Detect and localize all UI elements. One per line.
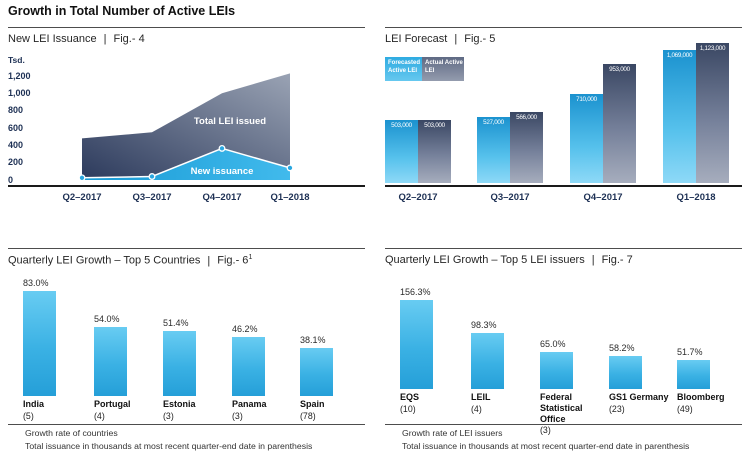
category-issuance-count: (4) xyxy=(471,403,482,414)
fig5-bar-value-label: 953,000 xyxy=(609,66,630,73)
panel-fig4 xyxy=(8,27,365,227)
fig4-x-tick-label: Q2–2017 xyxy=(62,192,102,203)
data-point-marker xyxy=(149,174,155,180)
category-issuance-count: (3) xyxy=(540,425,551,436)
fig6-fig-label: Fig.- 6 xyxy=(217,254,249,267)
fig5-bar-actual xyxy=(418,120,451,183)
fig7-value-label: 51.7% xyxy=(677,346,703,357)
divider-line xyxy=(8,424,365,425)
category-name: Federal Statistical Office xyxy=(540,392,583,424)
fig4-x-tick-label: Q4–2017 xyxy=(202,192,242,203)
fig7-value-label: 98.3% xyxy=(471,320,497,330)
category-issuance-count: (10) xyxy=(400,403,416,414)
fig5-bar-forecast xyxy=(570,94,603,183)
fig6-category xyxy=(23,399,93,421)
title-separator: | xyxy=(454,33,458,45)
fig6-bar-column xyxy=(23,278,56,396)
category-name: Spain xyxy=(300,399,325,409)
fig7-bar-column xyxy=(609,343,642,389)
category-issuance-count: (3) xyxy=(232,410,243,421)
divider-line xyxy=(8,27,365,28)
fig6-bar-column xyxy=(163,318,196,396)
fig7-category xyxy=(677,392,747,414)
category-name: India xyxy=(23,399,45,409)
fig7-bar-column xyxy=(540,339,573,389)
data-point-marker xyxy=(219,146,225,152)
fig7-title-text: Quarterly LEI Growth – Top 5 LEI issuers xyxy=(385,254,585,266)
panel-fig6 xyxy=(8,248,365,457)
page-title: Growth in Total Number of Active LEIs xyxy=(8,4,236,18)
category-name: Bloomberg xyxy=(677,392,725,402)
fig5-title-text: LEI Forecast xyxy=(385,33,448,45)
legend-forecasted-swatch: Forecasted Active LEI xyxy=(385,57,422,81)
fig6-bar xyxy=(232,337,265,396)
fig5-bar-forecast xyxy=(477,117,510,183)
fig6-footnote-1: Growth rate of countries xyxy=(25,428,118,438)
fig7-bar xyxy=(609,356,642,389)
fig5-x-tick-label: Q3–2017 xyxy=(490,192,530,203)
fig6-bar xyxy=(163,331,196,396)
title-separator: | xyxy=(103,33,107,45)
fig7-category xyxy=(609,392,679,414)
fig7-category xyxy=(400,392,470,414)
fig7-bar-column xyxy=(677,347,710,390)
divider-line xyxy=(385,27,742,28)
category-name: Panama xyxy=(232,399,267,409)
fig6-bar xyxy=(94,327,127,396)
fig6-bar-column xyxy=(232,324,265,396)
fig6-bar xyxy=(23,291,56,396)
fig5-bar-value-label: 503,000 xyxy=(424,122,445,129)
fig7-value-label: 156.3% xyxy=(400,286,431,297)
fig4-area-chart xyxy=(8,64,365,184)
fig5-bar-actual xyxy=(696,43,729,183)
legend-actual-swatch: Actual Active LEI xyxy=(422,57,464,81)
fig6-bar xyxy=(300,348,333,396)
fig6-footnote-2: Total issuance in thousands at most recent quarter-end date in parenthesis xyxy=(25,441,313,451)
category-issuance-count: (49) xyxy=(677,403,693,414)
fig7-bar-column xyxy=(400,287,433,389)
fig5-axis-line xyxy=(385,185,742,187)
fig4-title xyxy=(8,33,145,45)
panel-fig7 xyxy=(385,248,742,457)
fig4-axis-line xyxy=(8,185,365,187)
fig6-value-label: 46.2% xyxy=(232,324,258,335)
fig4-title-text: New LEI Issuance xyxy=(8,33,97,45)
fig7-value-label: 65.0% xyxy=(540,339,566,349)
fig5-bar-group xyxy=(385,120,451,183)
category-issuance-count: (4) xyxy=(94,410,105,421)
fig5-bar-value-label: 503,000 xyxy=(391,122,412,129)
fig4-fig-label: Fig.- 4 xyxy=(113,33,145,45)
fig7-footnote-1: Growth rate of LEI issuers xyxy=(402,428,503,438)
category-name: LEIL xyxy=(471,392,491,402)
fig6-bar-chart xyxy=(8,248,365,396)
fig5-bar-value-label: 1,123,000 xyxy=(699,45,726,52)
fig7-bar xyxy=(471,333,504,389)
fig5-bar-actual xyxy=(510,112,543,183)
fig4-y-tick-label: 1,200 xyxy=(8,70,31,81)
fig5-bar-group xyxy=(477,112,543,183)
fig7-footnote-2: Total issuance in thousands at most recent quarter-end date in parenthesis xyxy=(402,441,690,451)
fig4-y-tick-label: 1,000 xyxy=(8,87,31,98)
fig5-bar-value-label: 1,069,000 xyxy=(666,52,693,59)
category-issuance-count: (23) xyxy=(609,403,625,414)
fig5-bar-group xyxy=(663,43,729,183)
fig7-category xyxy=(540,392,610,435)
category-name: Portugal xyxy=(94,399,131,409)
panel-fig5 xyxy=(385,27,742,227)
fig6-value-label: 54.0% xyxy=(94,314,120,325)
category-issuance-count: (78) xyxy=(300,410,316,421)
fig6-value-label: 38.1% xyxy=(300,334,326,345)
fig7-fig-label: Fig.- 7 xyxy=(601,254,633,266)
fig5-bar-group xyxy=(570,64,636,183)
fig7-bar xyxy=(540,352,573,389)
fig4-y-tick-label: 800 xyxy=(8,105,24,116)
fig7-bar xyxy=(677,360,710,390)
fig5-x-tick-label: Q1–2018 xyxy=(676,192,716,203)
fig6-category xyxy=(300,399,370,421)
fig4-y-tick-label: 600 xyxy=(8,122,24,133)
fig5-bar-forecast xyxy=(663,50,696,183)
fig5-x-tick-label: Q2–2017 xyxy=(398,192,438,203)
category-issuance-count: (3) xyxy=(163,410,174,421)
data-point-marker xyxy=(287,165,293,171)
category-name: EQS xyxy=(400,392,420,402)
fig5-bar-chart xyxy=(385,43,742,183)
fig6-bar-column xyxy=(94,314,127,396)
category-issuance-count: (5) xyxy=(23,410,34,421)
title-separator: | xyxy=(591,254,595,266)
fig6-value-label: 83.0% xyxy=(23,277,49,288)
series-label-total: Total LEI issued xyxy=(193,116,267,127)
fig5-bar-value-label: 566,000 xyxy=(516,114,537,121)
fig4-y-tick-label: 0 xyxy=(8,174,14,185)
data-point-marker xyxy=(79,175,85,181)
title-separator: | xyxy=(207,254,211,267)
fig4-y-tick-label: 200 xyxy=(8,157,24,168)
fig6-category xyxy=(94,399,164,421)
fig7-value-label: 58.2% xyxy=(609,342,635,353)
fig6-value-label: 51.4% xyxy=(163,317,189,328)
fig5-bar-forecast xyxy=(385,120,418,183)
fig4-x-tick-label: Q3–2017 xyxy=(132,192,172,203)
fig7-bar-chart xyxy=(385,248,742,389)
fig4-x-tick-label: Q1–2018 xyxy=(270,192,310,203)
fig5-bar-value-label: 710,000 xyxy=(576,96,597,103)
fig6-category xyxy=(232,399,302,421)
fig5-bar-value-label: 527,000 xyxy=(483,119,504,126)
fig6-bar-column xyxy=(300,335,333,396)
series-label-new: New issuance xyxy=(190,166,254,177)
category-name: Estonia xyxy=(163,399,196,409)
category-name: GS1 Germany xyxy=(609,392,669,402)
fig5-x-tick-label: Q4–2017 xyxy=(583,192,623,203)
fig6-category xyxy=(163,399,233,421)
fig7-bar-column xyxy=(471,320,504,389)
fig7-category xyxy=(471,392,541,414)
fig5-bar-actual xyxy=(603,64,636,183)
fig6-title-text: Quarterly LEI Growth – Top 5 Countries xyxy=(8,254,201,267)
divider-line xyxy=(385,424,742,425)
fig6-footnote-marker: 1 xyxy=(248,254,253,261)
fig7-bar xyxy=(400,300,433,389)
fig4-unit-label: Tsd. xyxy=(8,55,25,65)
fig5-fig-label: Fig.- 5 xyxy=(464,33,496,45)
fig4-y-tick-label: 400 xyxy=(8,139,24,150)
